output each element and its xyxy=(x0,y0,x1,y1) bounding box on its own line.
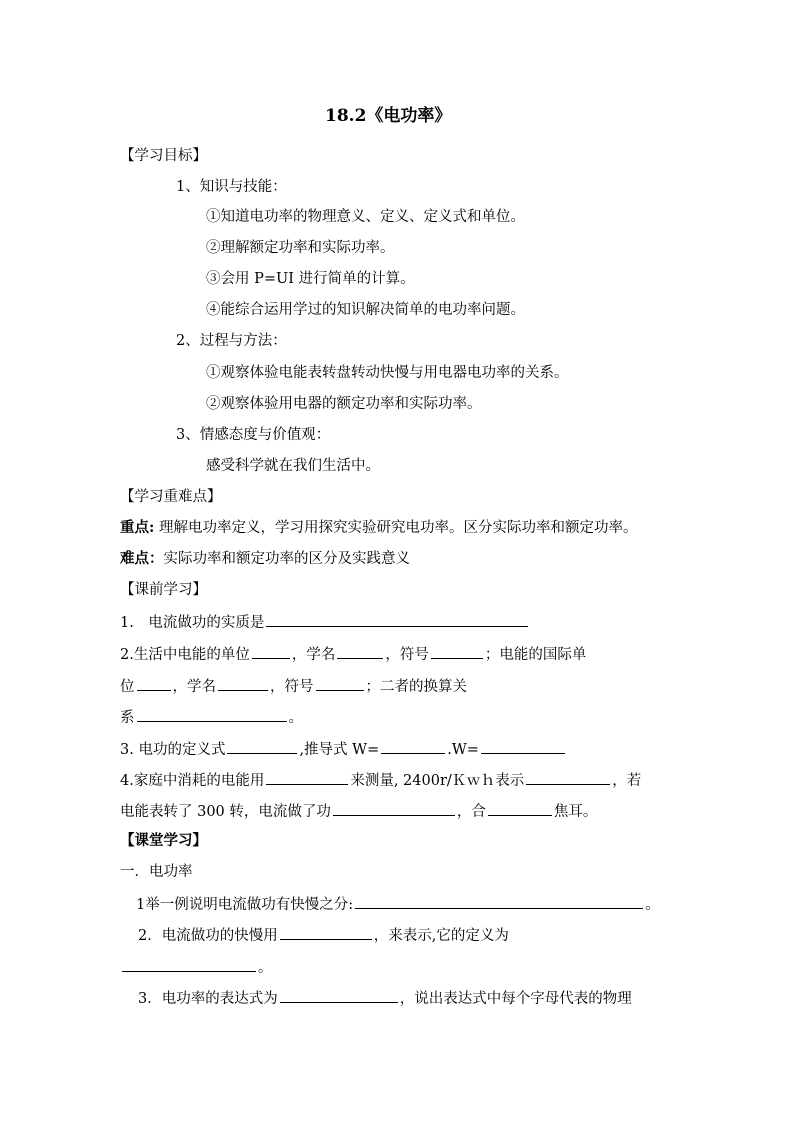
q2-text: ；电能的国际单 xyxy=(484,647,587,663)
section-power: 一．电功率 xyxy=(120,864,193,880)
c2-text: 。 xyxy=(258,960,273,976)
c1-text: 。 xyxy=(645,897,660,913)
goals-process: 2、过程与方法： xyxy=(176,333,287,349)
answer-blank[interactable] xyxy=(252,643,290,659)
c2-text: ，来表示,它的定义为 xyxy=(373,928,509,944)
q3-text: 3. 电功的定义式 xyxy=(120,742,226,758)
class-question-3 xyxy=(138,987,632,1009)
class-question-2-cont xyxy=(120,956,273,978)
answer-blank[interactable] xyxy=(266,611,528,627)
answer-blank[interactable] xyxy=(355,893,643,909)
pre-question-4-cont xyxy=(120,800,597,822)
pre-question-4 xyxy=(120,769,641,791)
pre-question-2-cont xyxy=(120,675,467,697)
goal-emotion-text: 感受科学就在我们生活中。 xyxy=(206,458,380,474)
answer-blank[interactable] xyxy=(316,675,364,691)
difficult-point-label: 难点： xyxy=(120,550,164,567)
answer-blank[interactable] xyxy=(280,924,372,940)
goals-emotion: 3、情感态度与价值观： xyxy=(176,427,331,443)
pre-question-3 xyxy=(120,738,567,760)
c3-text: ，说出表达式中每个字母代表的物理 xyxy=(399,991,632,1007)
q4-text: ，合 xyxy=(456,804,486,820)
class-question-2 xyxy=(138,924,509,946)
q2-text: ，学名 xyxy=(291,647,336,663)
answer-blank[interactable] xyxy=(381,738,445,754)
q2-text: 位 xyxy=(120,679,135,695)
answer-blank[interactable] xyxy=(137,706,287,722)
answer-blank[interactable] xyxy=(122,956,256,972)
q1-text: 1. 电流做功的实质是 xyxy=(120,615,265,631)
q4-text: 焦耳。 xyxy=(553,804,598,820)
answer-blank[interactable] xyxy=(333,800,455,816)
answer-blank[interactable] xyxy=(280,987,398,1003)
key-point xyxy=(120,518,637,538)
goal-item-6: ②观察体验用电器的额定功率和实际功率。 xyxy=(206,396,482,412)
q2-text: ，符号 xyxy=(385,647,429,663)
class-header: 【课堂学习】 xyxy=(120,832,207,849)
goal-item-1: ①知道电功率的物理意义、定义、定义式和单位。 xyxy=(206,209,525,225)
pre-header: 【课前学习】 xyxy=(120,582,207,598)
q2-text: 2.生活中电能的单位 xyxy=(120,647,250,663)
pre-question-2 xyxy=(120,643,586,665)
answer-blank[interactable] xyxy=(137,675,171,691)
q2-text: 系 xyxy=(120,710,135,726)
answer-blank[interactable] xyxy=(526,769,610,785)
goal-item-2: ②理解额定功率和实际功率。 xyxy=(206,240,395,256)
q2-text: 。 xyxy=(288,710,303,726)
goals-knowledge: 1、知识与技能： xyxy=(176,179,287,195)
key-point-label: 重点: xyxy=(120,519,155,536)
q2-text: ，学名 xyxy=(172,679,216,695)
answer-blank[interactable] xyxy=(227,738,297,754)
answer-blank[interactable] xyxy=(488,800,552,816)
q4-text: ，若 xyxy=(612,773,642,789)
pre-question-1 xyxy=(120,611,530,633)
keys-header: 【学习重难点】 xyxy=(120,489,222,505)
answer-blank[interactable] xyxy=(481,738,565,754)
page-title: 18.2《电功率》 xyxy=(325,106,452,126)
c3-text: 3．电功率的表达式为 xyxy=(138,991,278,1007)
answer-blank[interactable] xyxy=(431,643,483,659)
q2-text: ，符号 xyxy=(270,679,314,695)
difficult-point xyxy=(120,549,410,569)
difficult-point-text: 实际功率和额定功率的区分及实践意义 xyxy=(163,551,410,567)
goal-item-3: ③会用 P=UI 进行简单的计算。 xyxy=(206,271,415,287)
answer-blank[interactable] xyxy=(337,643,383,659)
answer-blank[interactable] xyxy=(218,675,268,691)
goal-item-5: ①观察体验电能表转盘转动快慢与用电器电功率的关系。 xyxy=(206,365,569,381)
answer-blank[interactable] xyxy=(266,769,348,785)
class-question-1 xyxy=(136,893,660,915)
key-point-text: 理解电功率定义，学习用探究实验研究电功率。区分实际功率和额定功率。 xyxy=(154,520,638,536)
q4-text: 4.家庭中消耗的电能用 xyxy=(120,773,265,789)
goals-header: 【学习目标】 xyxy=(120,148,207,164)
pre-question-2-end xyxy=(120,706,303,728)
goal-item-4: ④能综合运用学过的知识解决简单的电功率问题。 xyxy=(206,302,525,318)
q4-text: 来测量, 2400r/Ｋｗｈ表示 xyxy=(350,773,525,789)
q3-text: ,推导式 W= xyxy=(299,742,380,758)
q2-text: ；二者的换算关 xyxy=(365,679,467,695)
c2-text: 2．电流做功的快慢用 xyxy=(138,928,278,944)
c1-text: 1举一例说明电流做功有快慢之分: xyxy=(136,897,354,913)
q3-text: .W= xyxy=(447,742,479,758)
q4-text: 电能表转了 300 转，电流做了功 xyxy=(120,804,331,820)
